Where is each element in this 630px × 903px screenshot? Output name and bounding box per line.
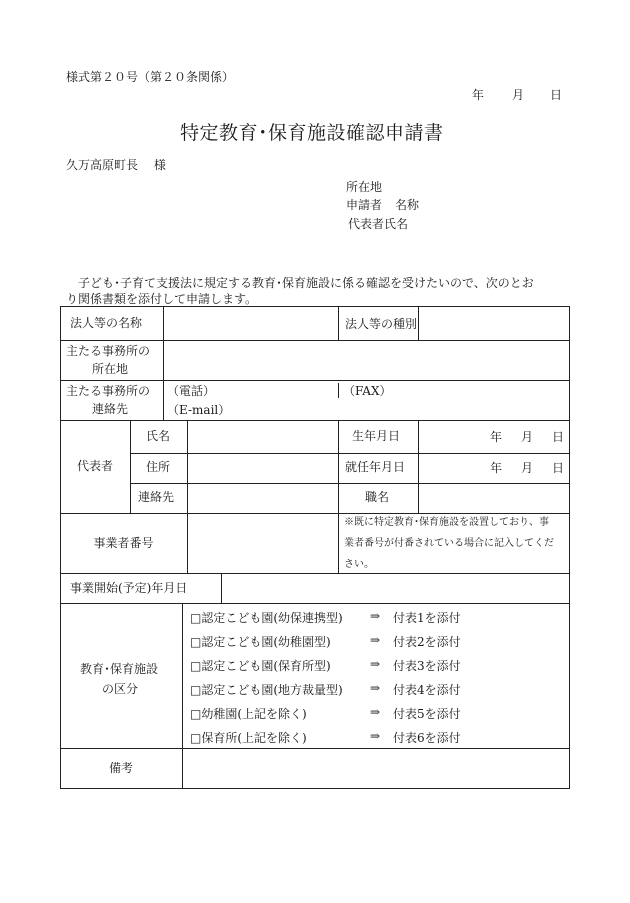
body-text-line1: 子ども･子育て支援法に規定する教育･保育施設に係る確認を受けたいので、次のとお — [78, 276, 534, 290]
attachment-label: 付表2を添付 — [393, 635, 461, 649]
date-day: 日 — [550, 88, 563, 102]
main-office-label: 主たる事務所の — [66, 344, 151, 358]
page-title: 特定教育･保育施設確認申請書 — [180, 122, 444, 144]
facility-type-label: 教育･保育施設 — [80, 662, 159, 676]
addressee: 久万高原町長 様 — [66, 158, 166, 172]
start-date-label: 事業開始(予定)年月日 — [70, 581, 188, 595]
tel-label: （電話） — [167, 384, 216, 398]
rep-address-label: 住所 — [146, 460, 171, 474]
contact-label: 主たる事務所の — [66, 384, 151, 398]
form-number: 様式第２０号（第２０条関係） — [66, 70, 235, 84]
rep-contact-label: 連絡先 — [138, 490, 175, 504]
arrow-icon: ⇒ — [370, 729, 381, 743]
appointed-date-label: 就任年月日 — [345, 460, 406, 474]
corp-name-label: 法人等の名称 — [70, 316, 143, 330]
category-label[interactable]: □認定こども園(地方裁量型) — [190, 683, 343, 697]
category-label[interactable]: □認定こども園(幼稚園型) — [190, 635, 331, 649]
category-label[interactable]: □保育所(上記を除く) — [190, 731, 307, 745]
arrow-icon: ⇒ — [370, 705, 381, 719]
business-number-label: 事業者番号 — [93, 535, 154, 550]
contact-label-2: 連絡先 — [92, 402, 129, 416]
corp-type-label: 法人等の種別 — [345, 317, 418, 331]
business-note-2: 業者番号が付番されている場合に記入してくだ — [344, 538, 554, 549]
applicant-rep-label: 代表者氏名 — [348, 217, 409, 231]
category-label[interactable]: □認定こども園(保育所型) — [190, 659, 331, 673]
position-label: 職名 — [365, 490, 390, 504]
birth-date-label: 生年月日 — [352, 429, 401, 443]
attachment-label: 付表4を添付 — [393, 683, 461, 697]
category-label[interactable]: □幼稚園(上記を除く) — [190, 707, 307, 721]
business-note-3: さい。 — [344, 559, 374, 570]
business-note-1: ※既に特定教育･保育施設を設置しており、事 — [344, 517, 549, 528]
representative-label: 代表者 — [76, 459, 113, 473]
applicant-address-label: 所在地 — [346, 180, 383, 194]
attachment-label: 付表5を添付 — [393, 707, 461, 721]
remarks-label: 備考 — [108, 760, 133, 775]
arrow-icon: ⇒ — [370, 657, 381, 671]
arrow-icon: ⇒ — [370, 633, 381, 647]
rep-name-label: 氏名 — [146, 429, 171, 443]
email-label: （E-mail） — [167, 403, 231, 417]
applicant-label: 申請者 — [346, 198, 383, 212]
main-office-label-2: 所在地 — [92, 362, 129, 376]
attachment-label: 付表6を添付 — [393, 731, 461, 745]
applicant-name-label: 名称 — [395, 198, 420, 212]
arrow-icon: ⇒ — [370, 681, 381, 695]
date-month: 月 — [512, 88, 525, 102]
attachment-label: 付表3を添付 — [393, 659, 461, 673]
facility-type-label-2: の区分 — [102, 682, 139, 696]
category-label[interactable]: □認定こども園(幼保連携型) — [190, 611, 343, 625]
date-year: 年 — [472, 88, 485, 102]
body-text-line2: り関係書類を添付して申請します。 — [66, 292, 258, 306]
fax-label: （FAX） — [343, 384, 392, 398]
arrow-icon: ⇒ — [370, 609, 381, 623]
attachment-label: 付表1を添付 — [393, 611, 461, 625]
